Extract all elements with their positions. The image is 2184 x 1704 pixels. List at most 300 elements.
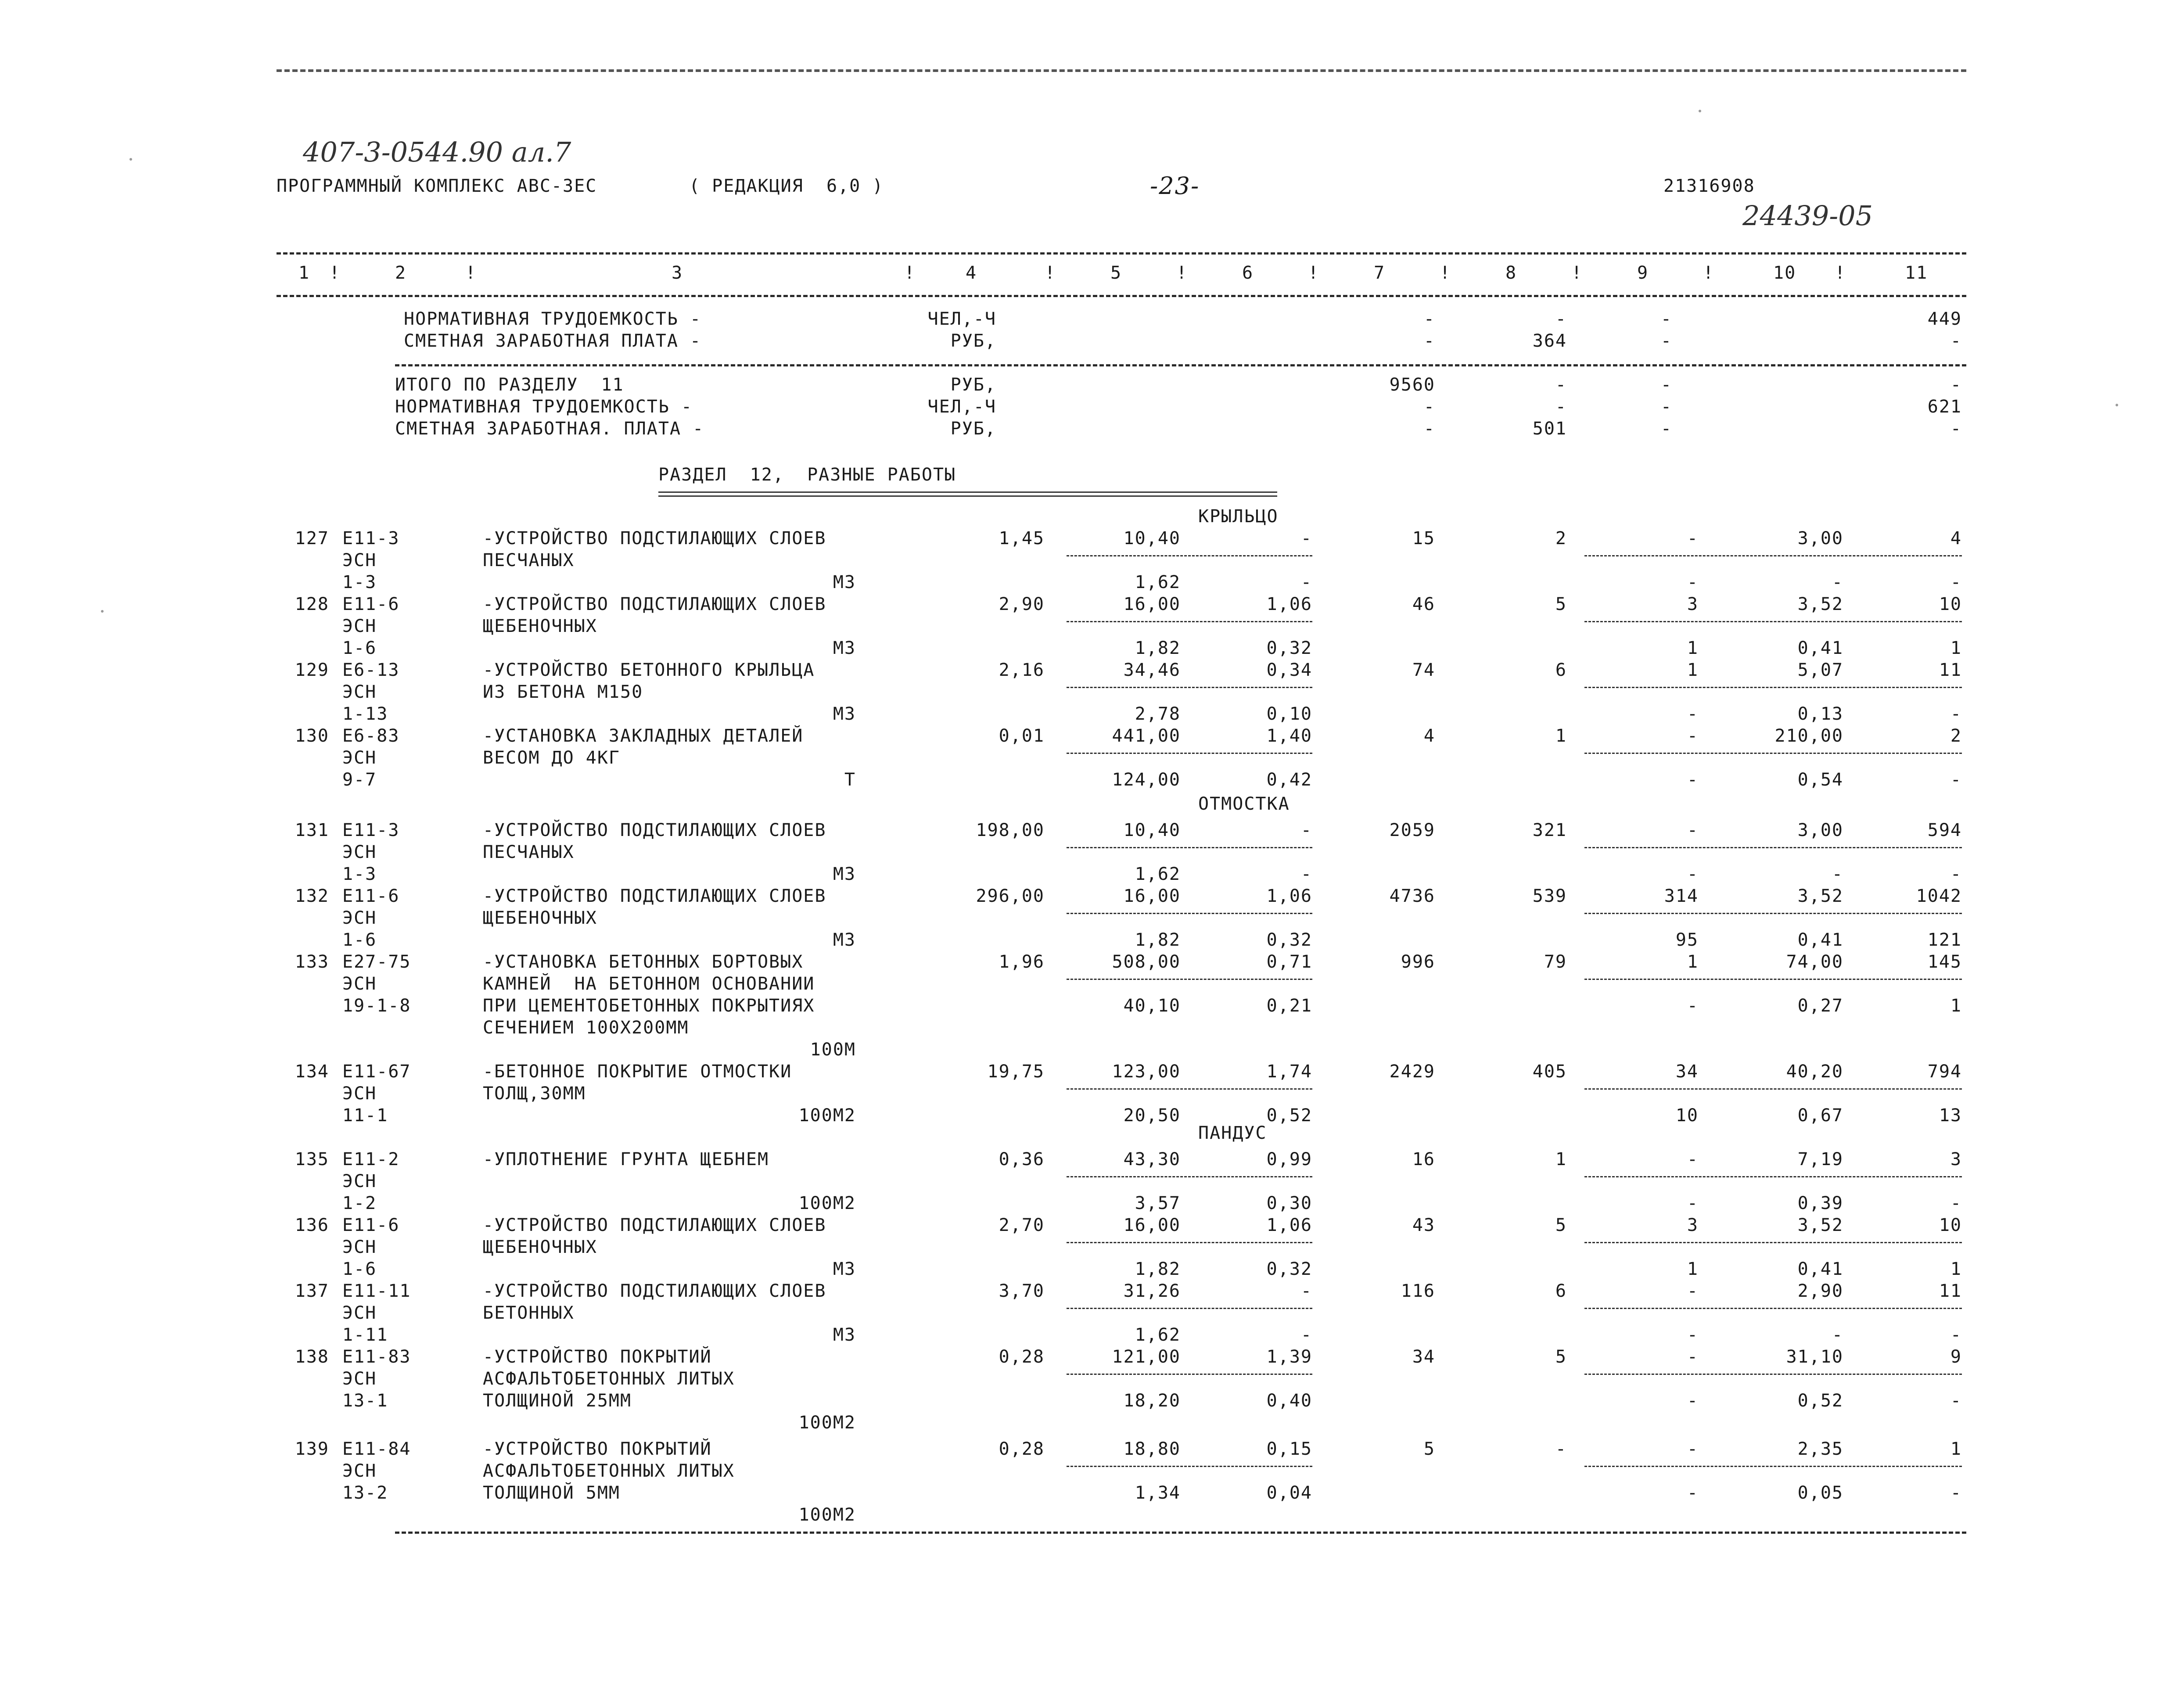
item-subtotal-rule [1067,621,1312,622]
summary1-c7-2: - [1423,331,1435,351]
item-c9: - [1687,820,1699,840]
document-code: 21316908 [1663,176,1755,196]
item-unit: М3 [833,864,856,884]
subsection-heading: ПАНДУС [1198,1123,1267,1143]
item-code-line: 1-6 [342,930,377,950]
column-number-9: 9 [1637,263,1649,283]
item-c8: 79 [1544,952,1567,972]
item-code-line: Е11-83 [342,1347,411,1367]
column-separator: ! [1308,263,1320,283]
item-c5-base: 18,20 [1123,1391,1181,1411]
column-number-11: 11 [1905,263,1928,283]
item-quantity: 0,01 [999,726,1045,746]
item-number: 138 [295,1347,329,1367]
item-c11: 2 [1950,726,1962,746]
item-quantity: 0,28 [999,1439,1045,1459]
item-c11: 594 [1927,820,1962,840]
item-c6-base: 0,32 [1266,638,1312,658]
item-c6: 1,40 [1266,726,1312,746]
item-c10-base: 0,27 [1797,996,1843,1016]
item-c5-base: 1,62 [1135,572,1181,592]
item-c6-base: 0,10 [1266,704,1312,724]
item-description-line: -УСТАНОВКА ЗАКЛАДНЫХ ДЕТАЛЕЙ [483,726,804,746]
item-description-line: ТОЛЩ,30ММ [483,1083,586,1104]
item-c5: 16,00 [1123,594,1181,614]
item-c6: 1,74 [1266,1062,1312,1082]
item-c10-base: 0,54 [1797,770,1843,790]
item-description-line: ПРИ ЦЕМЕНТОБЕТОННЫХ ПОКРЫТИЯХ [483,996,815,1016]
item-c6: - [1300,1281,1312,1301]
item-description-line: КАМНЕЙ НА БЕТОННОМ ОСНОВАНИИ [483,974,815,994]
item-c5-base: 1,82 [1135,638,1181,658]
column-number-2: 2 [395,263,407,283]
item-c10-base: 0,52 [1797,1391,1843,1411]
item-c7: 4736 [1389,886,1435,906]
item-c10: 5,07 [1797,660,1843,680]
item-c10-base: 0,41 [1797,930,1843,950]
item-description-line: ЩЕБЕНОЧНЫХ [483,616,597,636]
item-c10-base: 0,05 [1797,1483,1843,1503]
item-description-line: ЩЕБЕНОЧНЫХ [483,1237,597,1257]
item-subtotal-rule [1584,753,1962,754]
item-c7: 74 [1412,660,1435,680]
item-quantity: 1,45 [999,528,1045,549]
column-number-7: 7 [1374,263,1386,283]
item-subtotal-rule [1067,687,1312,688]
summary2-c8-1: - [1555,375,1567,395]
item-unit: Т [844,770,856,790]
item-c11: 11 [1939,660,1962,680]
item-subtotal-rule [1584,979,1962,980]
item-c9-base: 10 [1675,1105,1699,1126]
item-code-line: ЭСН [342,1083,377,1104]
item-c9: 1 [1687,952,1699,972]
item-c7: 34 [1412,1347,1435,1367]
summary1-unit-1: ЧЕЛ,-Ч [927,309,996,329]
item-c9: - [1687,1281,1699,1301]
item-quantity: 19,75 [987,1062,1045,1082]
item-c6: 1,06 [1266,594,1312,614]
item-code-line: Е11-3 [342,820,400,840]
summary2-c11-2: 621 [1927,397,1962,417]
item-c8: 5 [1555,1347,1567,1367]
item-code-line: 13-2 [342,1483,388,1503]
summary2-c9-2: - [1660,397,1672,417]
item-c9-base: 1 [1687,1259,1699,1279]
item-c10: 7,19 [1797,1149,1843,1169]
item-c11: 4 [1950,528,1962,549]
item-code-line: Е6-83 [342,726,400,746]
item-code-line: ЭСН [342,1461,377,1481]
item-description-line: -УПЛОТНЕНИЕ ГРУНТА ЩЕБНЕМ [483,1149,769,1169]
section-title: РАЗДЕЛ 12, РАЗНЫЕ РАБОТЫ [658,465,956,485]
item-c7: 996 [1401,952,1435,972]
item-number: 134 [295,1062,329,1082]
item-description-line: -УСТРОЙСТВО ПОДСТИЛАЮЩИХ СЛОЕВ [483,1281,826,1301]
item-quantity: 2,16 [999,660,1045,680]
summary2-c9-3: - [1660,419,1672,439]
item-c5-base: 3,57 [1135,1193,1181,1213]
item-c11-base: - [1950,770,1962,790]
edition: ( РЕДАКЦИЯ 6,0 ) [689,176,884,196]
item-c11: 10 [1939,1215,1962,1235]
item-code-line: ЭСН [342,550,377,570]
item-c8: 1 [1555,1149,1567,1169]
item-c5-base: 40,10 [1123,996,1181,1016]
item-subtotal-rule [1584,847,1962,848]
column-number-10: 10 [1773,263,1796,283]
summary2-c7-3: - [1423,419,1435,439]
item-c8: 2 [1555,528,1567,549]
item-code-line: 1-3 [342,864,377,884]
column-number-5: 5 [1110,263,1122,283]
item-c7: 2429 [1389,1062,1435,1082]
item-c5: 508,00 [1112,952,1181,972]
item-c6-base: - [1300,1325,1312,1345]
summary2-unit-3: РУБ, [950,419,996,439]
column-separator: ! [465,263,477,283]
summary2-c11-1: - [1950,375,1962,395]
item-code-line: ЭСН [342,1369,377,1389]
item-c5: 16,00 [1123,1215,1181,1235]
item-c9-base: - [1687,1325,1699,1345]
item-c10: 31,10 [1786,1347,1843,1367]
section-underline [658,491,1277,497]
item-quantity: 2,70 [999,1215,1045,1235]
summary2-c8-3: 501 [1532,419,1567,439]
item-description-line: АСФАЛЬТОБЕТОННЫХ ЛИТЫХ [483,1461,735,1481]
item-description-line: -УСТРОЙСТВО ПОДСТИЛАЮЩИХ СЛОЕВ [483,886,826,906]
item-c10: 2,35 [1797,1439,1843,1459]
item-c7: 15 [1412,528,1435,549]
summary1-label-1: НОРМАТИВНАЯ ТРУДОЕМКОСТЬ - [404,309,702,329]
item-code-line: ЭСН [342,842,377,862]
item-subtotal-rule [1067,979,1312,980]
item-c6: 1,06 [1266,1215,1312,1235]
item-c8: 6 [1555,660,1567,680]
item-c6: - [1300,528,1312,549]
item-c11: 1 [1950,1439,1962,1459]
summary-separator [395,364,1966,366]
table-bottom-rule [395,1532,1966,1534]
item-unit: 100М2 [798,1413,856,1433]
item-code-line: 1-13 [342,704,388,724]
item-number: 136 [295,1215,329,1235]
item-code-line: 1-6 [342,638,377,658]
item-code-line: Е11-6 [342,1215,400,1235]
item-c10-base: 0,41 [1797,638,1843,658]
item-c10: 2,90 [1797,1281,1843,1301]
item-c10-base: 0,41 [1797,1259,1843,1279]
column-number-4: 4 [966,263,977,283]
summary2-label-2: НОРМАТИВНАЯ ТРУДОЕМКОСТЬ - [395,397,693,417]
item-c9-base: 95 [1675,930,1699,950]
item-c5: 123,00 [1112,1062,1181,1082]
item-c8: 5 [1555,594,1567,614]
item-description-line: ВЕСОМ ДО 4КГ [483,748,620,768]
column-separator: ! [1571,263,1583,283]
item-subtotal-rule [1067,847,1312,848]
item-number: 128 [295,594,329,614]
column-separator: ! [1045,263,1056,283]
item-c9: - [1687,528,1699,549]
item-unit: 100М [810,1040,856,1060]
item-subtotal-rule [1584,1242,1962,1243]
item-code-line: 9-7 [342,770,377,790]
item-subtotal-rule [1584,1374,1962,1375]
item-c5: 43,30 [1123,1149,1181,1169]
item-subtotal-rule [1584,687,1962,688]
summary1-c9-1: - [1660,309,1672,329]
item-c5: 121,00 [1112,1347,1181,1367]
item-c6: 1,06 [1266,886,1312,906]
item-description-line: ИЗ БЕТОНА М150 [483,682,643,702]
item-c9-base: - [1687,704,1699,724]
item-unit: М3 [833,638,856,658]
item-subtotal-rule [1067,913,1312,914]
item-subtotal-rule [1584,1088,1962,1090]
item-subtotal-rule [1067,1308,1312,1309]
item-subtotal-rule [1584,913,1962,914]
item-description-line: ТОЛЩИНОЙ 5ММ [483,1483,620,1503]
summary2-c7-1: 9560 [1389,375,1435,395]
item-code-line: 1-6 [342,1259,377,1279]
column-separator: ! [1835,263,1846,283]
summary1-unit-2: РУБ, [950,331,996,351]
item-number: 132 [295,886,329,906]
item-c6: 0,71 [1266,952,1312,972]
item-number: 127 [295,528,329,549]
item-c5: 441,00 [1112,726,1181,746]
summary1-c8-1: - [1555,309,1567,329]
item-subtotal-rule [1584,621,1962,622]
item-quantity: 0,36 [999,1149,1045,1169]
item-c5-base: 1,82 [1135,1259,1181,1279]
item-c9-base: - [1687,770,1699,790]
item-unit: М3 [833,1325,856,1345]
item-c6: 0,99 [1266,1149,1312,1169]
item-code-line: ЭСН [342,682,377,702]
item-subtotal-rule [1584,1176,1962,1177]
item-c9-base: - [1687,572,1699,592]
item-c11-base: - [1950,1391,1962,1411]
item-number: 133 [295,952,329,972]
speck [2116,404,2118,406]
item-c11-base: - [1950,704,1962,724]
speck [101,610,104,613]
item-c11: 9 [1950,1347,1962,1367]
item-c11-base: 13 [1939,1105,1962,1126]
handwritten-doc-ref: 407-3-0544.90 ал.7 [303,136,571,168]
item-subtotal-rule [1067,555,1312,556]
item-code-line: ЭСН [342,748,377,768]
item-code-line: Е11-6 [342,594,400,614]
item-c11: 11 [1939,1281,1962,1301]
item-quantity: 1,96 [999,952,1045,972]
item-c8: 6 [1555,1281,1567,1301]
item-description-line: -УСТРОЙСТВО ПОКРЫТИЙ [483,1347,712,1367]
item-c5-base: 1,82 [1135,930,1181,950]
item-c10: 3,00 [1797,820,1843,840]
summary2-unit-2: ЧЕЛ,-Ч [927,397,996,417]
item-description-line: -УСТРОЙСТВО ПОКРЫТИЙ [483,1439,712,1459]
item-code-line: 1-2 [342,1193,377,1213]
item-c9-base: - [1687,1483,1699,1503]
item-c7: 46 [1412,594,1435,614]
item-description-line: -УСТРОЙСТВО ПОДСТИЛАЮЩИХ СЛОЕВ [483,528,826,549]
subsection-heading: КРЫЛЬЦО [1198,506,1279,527]
column-separator: ! [904,263,916,283]
item-code-line: Е6-13 [342,660,400,680]
header-bottom-rule [277,295,1966,297]
item-quantity: 0,28 [999,1347,1045,1367]
item-unit: 100М2 [798,1105,856,1126]
item-c5-base: 20,50 [1123,1105,1181,1126]
item-c9: 3 [1687,594,1699,614]
item-description-line: ТОЛЩИНОЙ 25ММ [483,1391,632,1411]
item-c5-base: 1,62 [1135,1325,1181,1345]
column-number-8: 8 [1505,263,1517,283]
item-c6-base: 0,04 [1266,1483,1312,1503]
item-c11-base: - [1950,572,1962,592]
item-description-line: ПЕСЧАНЫХ [483,550,575,570]
item-code-line: Е11-84 [342,1439,411,1459]
column-number-6: 6 [1242,263,1254,283]
item-description-line: -УСТРОЙСТВО ПОДСТИЛАЮЩИХ СЛОЕВ [483,594,826,614]
item-c10: 3,52 [1797,1215,1843,1235]
item-code-line: ЭСН [342,908,377,928]
item-c9: - [1687,1149,1699,1169]
item-c7: 116 [1401,1281,1435,1301]
item-description-line: АСФАЛЬТОБЕТОННЫХ ЛИТЫХ [483,1369,735,1389]
item-c9-base: - [1687,996,1699,1016]
item-c11-base: 121 [1927,930,1962,950]
item-quantity: 198,00 [976,820,1045,840]
column-number-1: 1 [298,263,310,283]
top-perforation [277,69,1966,72]
summary2-unit-1: РУБ, [950,375,996,395]
item-number: 130 [295,726,329,746]
item-unit: 100М2 [798,1193,856,1213]
item-c8: - [1555,1439,1567,1459]
item-c11-base: - [1950,864,1962,884]
item-c10-base: - [1832,572,1843,592]
item-code-line: 1-11 [342,1325,388,1345]
item-c9: 314 [1664,886,1699,906]
item-c5: 18,80 [1123,1439,1181,1459]
item-description-line: -УСТРОЙСТВО ПОДСТИЛАЮЩИХ СЛОЕВ [483,1215,826,1235]
item-description-line: -БЕТОННОЕ ПОКРЫТИЕ ОТМОСТКИ [483,1062,792,1082]
item-c5-base: 2,78 [1135,704,1181,724]
item-number: 131 [295,820,329,840]
item-unit: 100М2 [798,1505,856,1525]
item-c9: 3 [1687,1215,1699,1235]
item-c10-base: - [1832,864,1843,884]
item-c11-base: - [1950,1325,1962,1345]
summary2-c8-2: - [1555,397,1567,417]
item-subtotal-rule [1067,1374,1312,1375]
item-code-line: 1-3 [342,572,377,592]
item-c7: 4 [1423,726,1435,746]
item-c10-base: 0,13 [1797,704,1843,724]
item-c11-base: - [1950,1193,1962,1213]
item-c10-base: 0,39 [1797,1193,1843,1213]
item-code-line: ЭСН [342,1237,377,1257]
item-subtotal-rule [1067,1088,1312,1090]
summary2-c7-2: - [1423,397,1435,417]
item-subtotal-rule [1584,555,1962,556]
speck [129,158,132,161]
item-code-line: 19-1-8 [342,996,411,1016]
program-title: ПРОГРАММНЫЙ КОМПЛЕКС АВС-3ЕС [277,176,597,196]
item-c10: 40,20 [1786,1062,1843,1082]
summary2-c9-1: - [1660,375,1672,395]
column-number-3: 3 [672,263,683,283]
item-description-line: -УСТРОЙСТВО ПОДСТИЛАЮЩИХ СЛОЕВ [483,820,826,840]
item-c5-base: 1,34 [1135,1483,1181,1503]
page-number: -23- [1150,172,1200,200]
summary1-label-2: СМЕТНАЯ ЗАРАБОТНАЯ ПЛАТА - [404,331,702,351]
item-c11: 3 [1950,1149,1962,1169]
item-code-line: ЭСН [342,1171,377,1191]
item-c5: 31,26 [1123,1281,1181,1301]
item-unit: М3 [833,572,856,592]
item-c11: 145 [1927,952,1962,972]
item-description-line: СЕЧЕНИЕМ 100Х200ММ [483,1018,689,1038]
header-top-rule [277,252,1966,255]
item-c7: 2059 [1389,820,1435,840]
summary2-c11-3: - [1950,419,1962,439]
item-quantity: 2,90 [999,594,1045,614]
item-code-line: Е11-11 [342,1281,411,1301]
handwritten-doc-code: 24439-05 [1742,200,1873,232]
item-code-line: 11-1 [342,1105,388,1126]
item-code-line: ЭСН [342,974,377,994]
summary1-c9-2: - [1660,331,1672,351]
summary1-c11-2: - [1950,331,1962,351]
item-number: 135 [295,1149,329,1169]
item-c5: 34,46 [1123,660,1181,680]
item-c6-base: 0,40 [1266,1391,1312,1411]
item-c10-base: - [1832,1325,1843,1345]
item-c11-base: - [1950,1483,1962,1503]
item-c9: 34 [1675,1062,1699,1082]
subsection-heading: ОТМОСТКА [1198,794,1290,814]
item-c8: 321 [1532,820,1567,840]
item-unit: М3 [833,1259,856,1279]
item-subtotal-rule [1584,1308,1962,1309]
item-unit: М3 [833,704,856,724]
item-c11-base: 1 [1950,996,1962,1016]
item-subtotal-rule [1067,1466,1312,1467]
item-code-line: ЭСН [342,616,377,636]
item-c8: 5 [1555,1215,1567,1235]
item-c9: - [1687,1347,1699,1367]
item-unit: М3 [833,930,856,950]
summary1-c7-1: - [1423,309,1435,329]
item-c9-base: 1 [1687,638,1699,658]
item-c6: 1,39 [1266,1347,1312,1367]
item-c7: 16 [1412,1149,1435,1169]
item-code-line: ЭСН [342,1303,377,1323]
item-c8: 539 [1532,886,1567,906]
item-quantity: 296,00 [976,886,1045,906]
item-c6-base: 0,21 [1266,996,1312,1016]
item-c9: - [1687,726,1699,746]
item-c5: 16,00 [1123,886,1181,906]
item-description-line: ПЕСЧАНЫХ [483,842,575,862]
item-number: 129 [295,660,329,680]
